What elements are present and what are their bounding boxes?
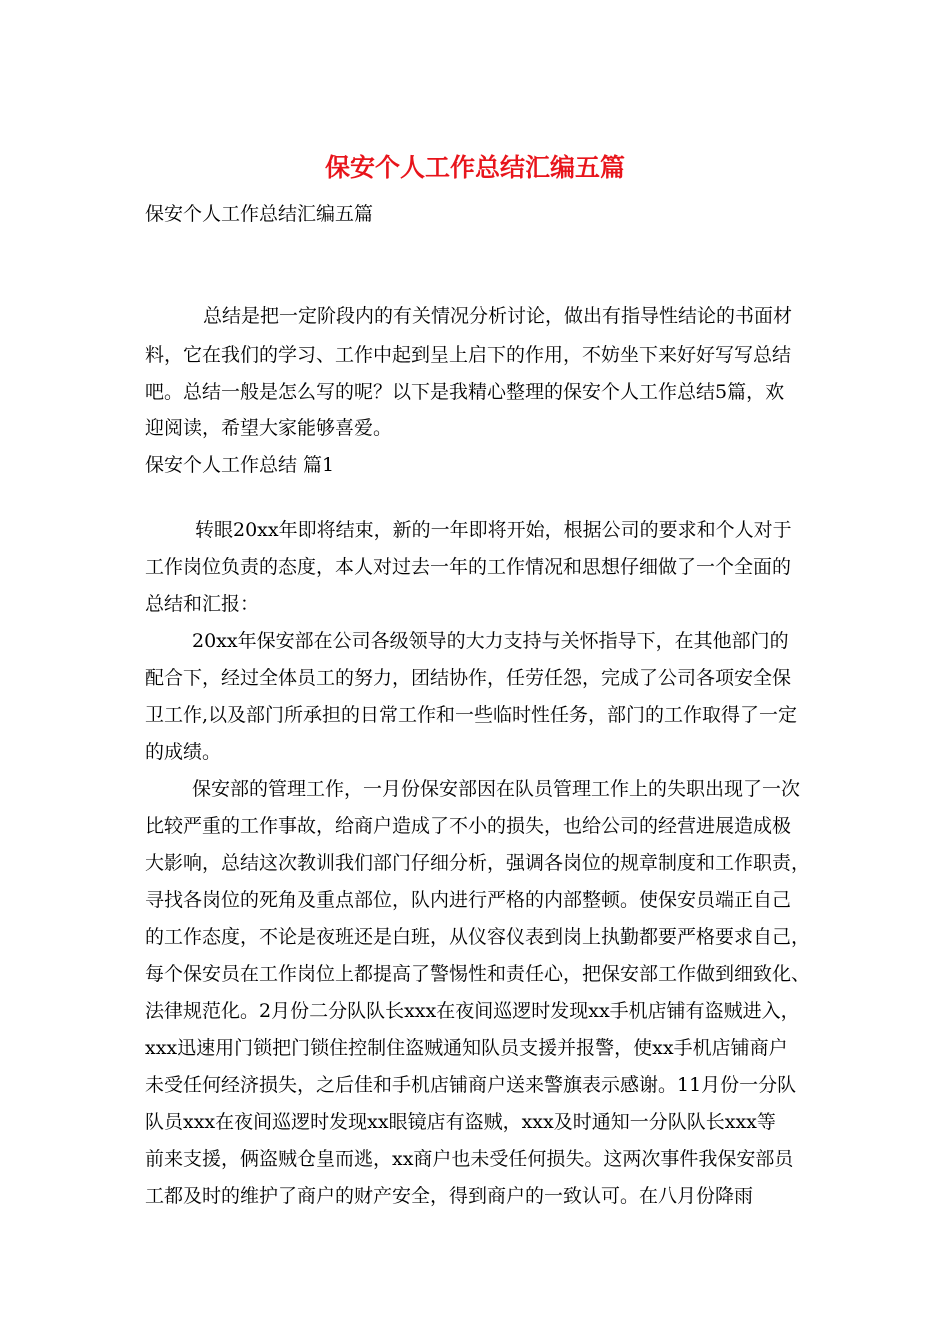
paragraph-line: 前来支援，俩盗贼仓皇而逃，xx商户也未受任何损失。这两次事件我保安部员 bbox=[145, 1148, 794, 1170]
intro-line: 料，它在我们的学习、工作中起到呈上启下的作用，不妨坐下来好好写写总结 bbox=[145, 344, 792, 366]
intro-line: 吧。总结一般是怎么写的呢？以下是我精心整理的保安个人工作总结5篇，欢 bbox=[145, 381, 785, 403]
paragraph-line: 20xx年保安部在公司各级领导的大力支持与关怀指导下，在其他部门的 bbox=[192, 630, 789, 652]
paragraph-line: 卫工作,以及部门所承担的日常工作和一些临时性任务，部门的工作取得了一定 bbox=[145, 704, 798, 726]
section-heading: 保安个人工作总结 篇1 bbox=[145, 454, 335, 476]
paragraph-line: 法律规范化。2月份二分队队长xxx在夜间巡逻时发现xx手机店铺有盗贼进入， bbox=[145, 1000, 800, 1022]
intro-line: 总结是把一定阶段内的有关情况分析讨论，做出有指导性结论的书面材 bbox=[203, 305, 793, 327]
paragraph-line: 配合下，经过全体员工的努力，团结协作，任劳任怨，完成了公司各项安全保 bbox=[145, 667, 792, 689]
paragraph-line: 的工作态度，不论是夜班还是白班，从仪容仪表到岗上执勤都要严格要求自己， bbox=[145, 926, 811, 948]
paragraph-line: xxx迅速用门锁把门锁住控制住盗贼通知队员支援并报警，使xx手机店铺商户 bbox=[145, 1037, 788, 1059]
document-subtitle: 保安个人工作总结汇编五篇 bbox=[145, 203, 374, 225]
paragraph-line: 的成绩。 bbox=[145, 741, 222, 763]
paragraph-line: 每个保安员在工作岗位上都提高了警惕性和责任心，把保安部工作做到细致化、 bbox=[145, 963, 811, 985]
paragraph-line: 总结和汇报： bbox=[145, 593, 260, 615]
paragraph-line: 保安部的管理工作，一月份保安部因在队员管理工作上的失职出现了一次 bbox=[192, 778, 801, 800]
document-title: 保安个人工作总结汇编五篇 bbox=[324, 153, 625, 182]
paragraph-line: 工作岗位负责的态度，本人对过去一年的工作情况和思想仔细做了一个全面的 bbox=[145, 556, 792, 578]
intro-line: 迎阅读，希望大家能够喜爱。 bbox=[145, 417, 393, 439]
paragraph-line: 寻找各岗位的死角及重点部位，队内进行严格的内部整顿。使保安员端正自己 bbox=[145, 889, 792, 911]
paragraph-line: 比较严重的工作事故，给商户造成了不小的损失，也给公司的经营进展造成极 bbox=[145, 815, 792, 837]
paragraph-line: 大影响，总结这次教训我们部门仔细分析，强调各岗位的规章制度和工作职责， bbox=[145, 852, 811, 874]
paragraph-line: 未受任何经济损失，之后佳和手机店铺商户送来警旗表示感谢。11月份一分队 bbox=[145, 1074, 797, 1096]
paragraph-line: 工都及时的维护了商户的财产安全，得到商户的一致认可。在八月份降雨 bbox=[145, 1185, 754, 1207]
paragraph-line: 队员xxx在夜间巡逻时发现xx眼镜店有盗贼，xxx及时通知一分队队长xxx等 bbox=[145, 1111, 776, 1133]
paragraph-line: 转眼20xx年即将结束，新的一年即将开始，根据公司的要求和个人对于 bbox=[195, 519, 792, 541]
